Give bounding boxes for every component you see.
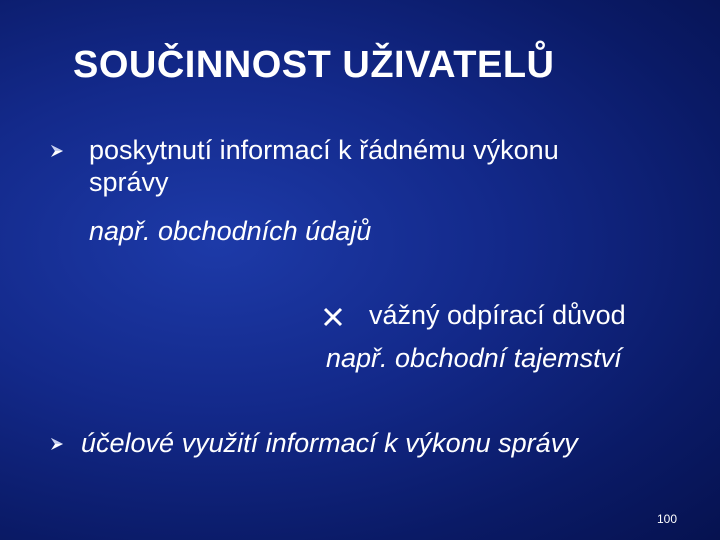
- exception-line1: vážný odpírací důvod: [369, 300, 626, 330]
- bullet2-line1: účelové využití informací k výkonu správy: [81, 428, 578, 458]
- exception-example: např. obchodní tajemství: [326, 343, 622, 373]
- bullet1-line2: správy: [89, 167, 169, 197]
- arrow-bullet-icon: [50, 144, 64, 158]
- slide-title: SOUČINNOST UŽIVATELŮ: [73, 44, 555, 86]
- arrow-bullet-icon: [50, 437, 64, 451]
- bullet1-line1: poskytnutí informací k řádnému výkonu: [89, 135, 559, 165]
- page-number: 100: [656, 512, 677, 526]
- x-mark-icon: [322, 306, 344, 328]
- bullet1-example: např. obchodních údajů: [89, 216, 372, 246]
